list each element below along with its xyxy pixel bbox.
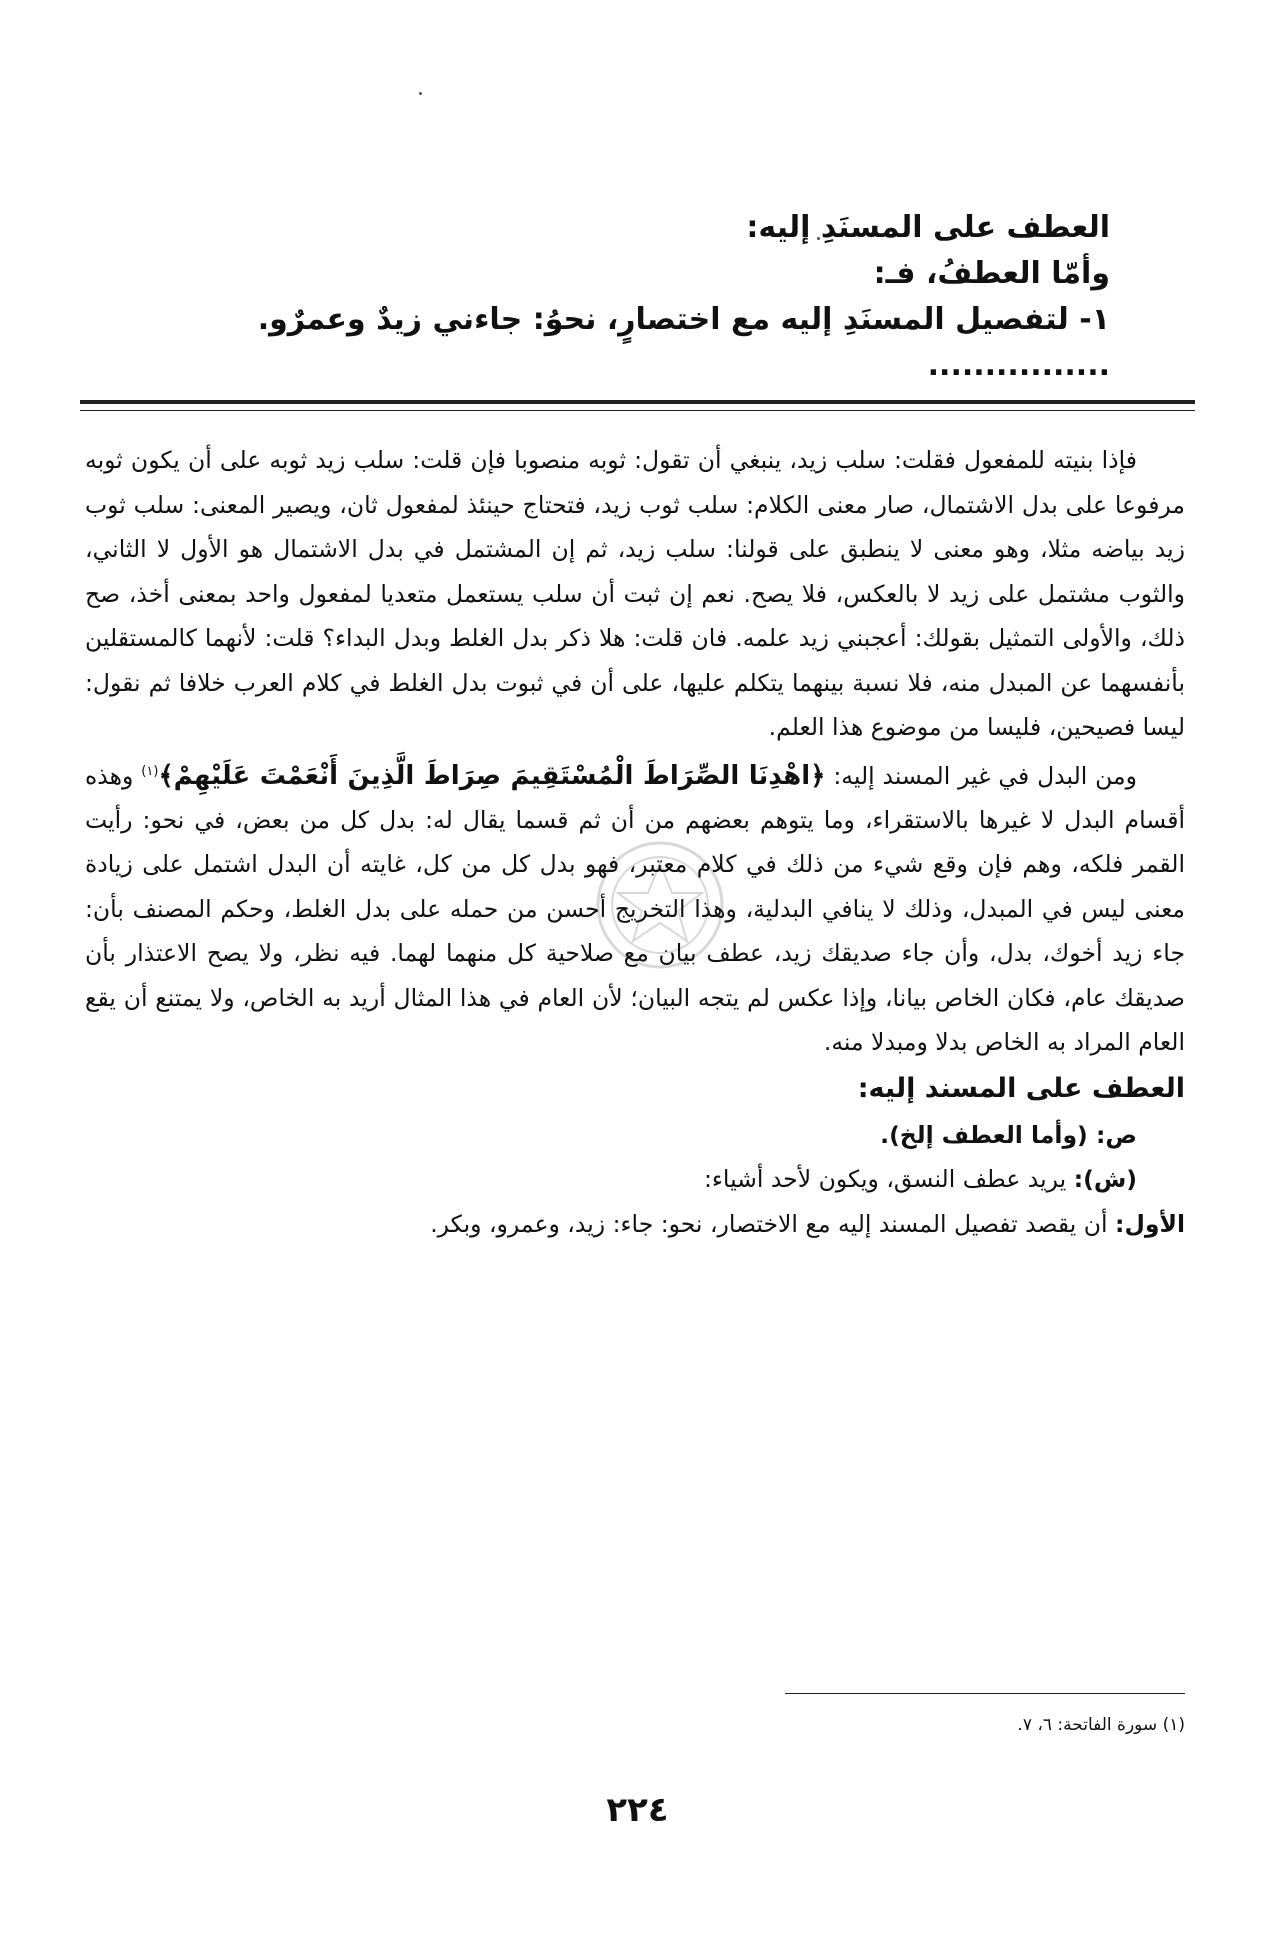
separator-rule-thin bbox=[80, 410, 1195, 411]
first-text: أن يقصد تفصيل المسند إليه مع الاختصار، نحو: جاء: زيد، وعمرو، وبكر. bbox=[430, 1209, 1108, 1238]
sad-text: (وأما العطف إلخ). bbox=[880, 1120, 1088, 1149]
sad-label: ص: bbox=[1095, 1120, 1137, 1149]
page-number: ٢٢٤ bbox=[606, 1790, 669, 1830]
shin-text: يريد عطف النسق، ويكون لأحد أشياء: bbox=[703, 1165, 1067, 1194]
footnote-rule bbox=[785, 1693, 1185, 1694]
commentary-block bbox=[85, 438, 1185, 1246]
shin-line bbox=[85, 1157, 1185, 1202]
footnote: (١) سورة الفاتحة: ٦، ٧. bbox=[1017, 1715, 1185, 1735]
matn-heading: العطف على المسنَدِ إليه: bbox=[746, 210, 1110, 245]
commentary-paragraph: فإذا بنيته للمفعول فقلت: سلب زيد، ينبغي أن تقول: ثوبه منصوبا فإن قلت: سلب زيد ثوبه على أن يكون ثوبه مرفوعا على بدل الاشتمال، صار معنى الكلام: سلب ثوب زيد، فتحتاج حينئذ لمفعول ثان، ويصير المعنى: سلب ثوب زيد بياضه مثلا، وهو معنى لا ينطبق على قولنا: سلب زيد، ثم إن المشتمل في بدل الاشتمال هو الأول لا الثاني، والثوب مشتمل على زيد لا بالعكس، فلا يصح. نعم إن ثبت أن سلب يستعمل متعديا لمفعول واحد بمعنى أخذ، صح ذلك، والأولى التمثيل بقولك: أعجبني زيد علمه. فان قلت: هلا ذكر بدل الغلط وبدل البداء؟ قلت: لأنهما كالمستقلين بأنفسهما عن المبدل منه، فلا نسبة بينهما يتكلم عليها، على أن في ثبوت بدل الغلط في كلام العرب خلافا ثم نقول: ليسا فصيحين، فليسا من موضوع هذا العلم. bbox=[85, 446, 1185, 741]
matn-line: وأمّا العطفُ، فـ: bbox=[873, 256, 1110, 291]
first-point-line bbox=[85, 1202, 1185, 1247]
quran-verse: ﴿اهْدِنَا الصِّرَاطَ الْمُسْتَقِيمَ صِرَاطَ الَّذِينَ أَنْعَمْتَ عَلَيْهِمْ﴾ bbox=[158, 760, 826, 791]
matn-dots: ................ bbox=[927, 348, 1110, 383]
first-label: الأول: bbox=[1115, 1209, 1185, 1238]
matn-block bbox=[95, 205, 1110, 389]
shin-label: (ش): bbox=[1073, 1165, 1137, 1194]
matn-line bbox=[95, 297, 1110, 389]
matn-quote-line bbox=[85, 1113, 1185, 1158]
paragraph-rest: وهذه أقسام البدل لا غيرها بالاستقراء، وما يتوهم بعضهم من أن ثم قسما يقال له: بدل كل من بعض، في نحو: رأيت القمر فلكه، وهم فإن وقع شيء من ذلك في كلام معتبر، فهو بدل كل من كل، غايته أن البدل اشتمل على زيادة معنى ليس في المبدل، وذلك لا ينافي البدلية، وهذا التخريج أحسن من حمله على بدل الغلط، وحكم المصنف بأن: جاء زيد أخوك، بدل، وأن جاء صديقك زيد، عطف بيان مع صلاحية كل منهما لهما. فيه نظر، ولا يصح الاعتذار بأن صديقك عام، فكان الخاص بيانا، وإذا عكس لم يتجه البيان؛ لأن العام في هذا المثال أريد به الخاص، ولا يمتنع أن يقع العام المراد به الخاص بدلا ومبدلا منه. bbox=[85, 761, 1185, 1057]
footnote-ref: (١) bbox=[141, 763, 159, 779]
section-heading: العطف على المسند إليه: bbox=[857, 1072, 1185, 1104]
commentary-paragraph bbox=[85, 750, 1185, 1065]
scan-speck bbox=[419, 92, 422, 95]
separator-rule bbox=[80, 400, 1195, 404]
paragraph-start: ومن البدل في غير المسند إليه: bbox=[833, 761, 1137, 790]
matn-example: ١- لتفصيل المسنَدِ إليه مع اختصارٍ، نحوُ: جاءني زيدٌ وعمرٌو. bbox=[257, 302, 1110, 337]
